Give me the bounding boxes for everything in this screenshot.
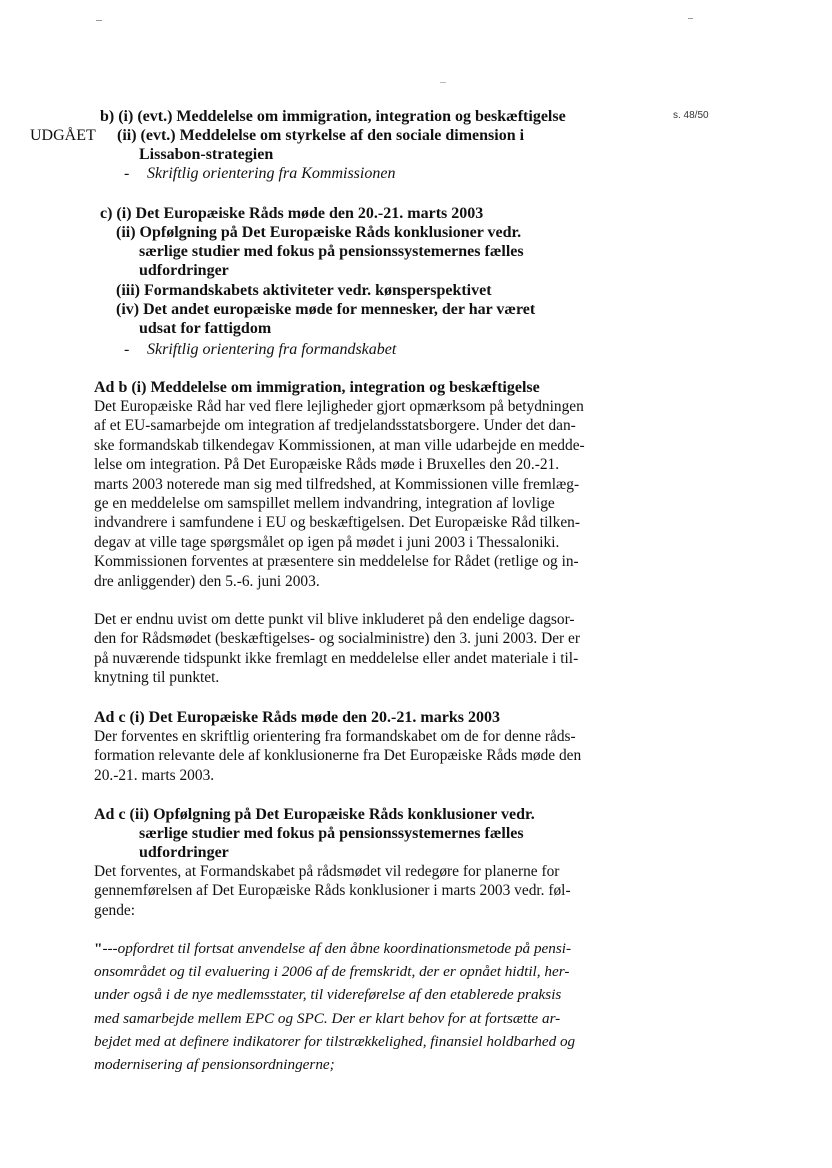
scan-mark-left [96, 20, 102, 21]
text-line: Det forventes, at Formandskabet på rådsmødet vil redegøre for planerne for [94, 863, 560, 880]
text-line: Der forventes en skriftlig orientering fra formandskabet om de for denne råds- [94, 728, 576, 745]
agenda-b-line3: Lissabon-strategien [139, 146, 274, 163]
text-line: gende: [94, 901, 136, 919]
section-b-i-paragraph-2 [94, 610, 634, 688]
agenda-b-line1: b) (i) (evt.) Meddelelse om immigration, integration og beskæftigelse [100, 108, 566, 125]
section-b-i-heading: Ad b (i) Meddelelse om immigration, integration og beskæftigelse [94, 379, 540, 396]
text-line: degav at ville tage spørgsmålet op igen på mødet i juni 2003 i Thessaloniki. [94, 533, 560, 551]
quote-line: med samarbejde mellem EPC og SPC. Der er klart behov for at fortsætte ar- [94, 1009, 561, 1027]
text-line: lelse om integration. På Det Europæiske Råds møde i Bruxelles den 20.-21. [94, 456, 560, 474]
quote-line [94, 937, 634, 960]
section-c-ii-heading-line2: særlige studier med fokus på pensionssystemernes fælles [139, 825, 524, 842]
quote-line: under også i de nye medlemsstater, til videreførelse af den etablerede praksis [94, 986, 562, 1004]
page-number: s. 48/50 [673, 110, 709, 121]
text-line: af et EU-samarbejde om integration af tredjelandsstatsborgere. Under det dan- [94, 417, 576, 435]
section-b-i-paragraph-1 [94, 397, 634, 591]
section-c-i-heading: Ad c (i) Det Europæiske Råds møde den 20.-21. marks 2003 [94, 709, 500, 726]
scan-mark-right [688, 18, 693, 19]
text-line: gennemførelsen af Det Europæiske Råds konklusioner i marts 2003 vedr. føl- [94, 882, 571, 900]
section-c-i-paragraph [94, 727, 634, 785]
quote-line: onsområdet og til evaluering i 2006 af de fremskridt, der er opnået hidtil, her- [94, 963, 570, 981]
agenda-c-line1: c) (i) Det Europæiske Råds møde den 20.-21. marts 2003 [100, 205, 484, 222]
status-stamp: UDGÅET [30, 127, 96, 144]
quote-mark: " [94, 940, 103, 957]
section-c-ii-heading-line3: udfordringer [139, 844, 229, 861]
quote-line: bejdet med at definere indikatorer for tilstrækkelighed, finansiel holdbarhed og [94, 1032, 576, 1050]
agenda-c-bullet: - [124, 341, 130, 358]
text-line: ge en meddelelse om samspillet mellem indvandring, integration af lovlige [94, 495, 555, 513]
agenda-c-line4: udfordringer [139, 262, 229, 279]
text-line: formation relevante dele af konklusionerne fra Det Europæiske Råds møde den [94, 747, 582, 765]
text-line: knytning til punktet. [94, 669, 220, 687]
agenda-b-note: Skriftlig orientering fra Kommissionen [147, 165, 396, 182]
quote-line: modernisering af pensionsordningerne; [94, 1056, 335, 1074]
text-line: Det Europæiske Råd har ved flere lejligheder gjort opmærksom på betydningen [94, 398, 584, 415]
quote-line-text: ---opfordret til fortsat anvendelse af den åbne koordinationsmetode på pensi- [102, 940, 572, 957]
text-line: marts 2003 noterede man sig med tilfredshed, at Kommissionen ville fremlæg- [94, 475, 580, 493]
scan-mark-center [440, 82, 446, 83]
text-line: dre anliggender) den 5.-6. juni 2003. [94, 572, 320, 590]
text-line: indvandrere i samfundene i EU og beskæftigelsen. Det Europæiske Råd tilken- [94, 514, 580, 532]
section-c-ii-quote [94, 937, 634, 1076]
section-c-ii-heading-line1: Ad c (ii) Opfølgning på Det Europæiske Råds konklusioner vedr. [94, 806, 535, 823]
text-line: 20.-21. marts 2003. [94, 766, 215, 784]
section-c-ii-paragraph [94, 862, 634, 920]
agenda-c-line6: (iv) Det andet europæiske møde for mennesker, der har været [116, 301, 536, 318]
text-line: Det er endnu uvist om dette punkt vil blive inkluderet på den endelige dagsor- [94, 611, 575, 628]
agenda-b-bullet: - [124, 165, 130, 182]
text-line: den for Rådsmødet (beskæftigelses- og socialministre) den 3. juni 2003. Der er [94, 630, 580, 648]
text-line: på nuværende tidspunkt ikke fremlagt en meddelelse eller andet materiale i til- [94, 649, 579, 667]
text-line: ske formandskab tilkendegav Kommissionen, at man ville udarbejde en medde- [94, 436, 585, 454]
agenda-c-line3: særlige studier med fokus på pensionssystemernes fælles [139, 243, 524, 260]
agenda-c-line2: (ii) Opfølgning på Det Europæiske Råds konklusioner vedr. [116, 224, 522, 241]
agenda-c-line7: udsat for fattigdom [139, 320, 272, 337]
agenda-c-line5: (iii) Formandskabets aktiviteter vedr. kønsperspektivet [116, 282, 492, 299]
agenda-b-line2: (ii) (evt.) Meddelelse om styrkelse af den sociale dimension i [117, 127, 525, 144]
text-line: Kommissionen forventes at præsentere sin meddelelse for Rådet (retlige og in- [94, 553, 579, 571]
agenda-c-note: Skriftlig orientering fra formandskabet [147, 341, 397, 358]
